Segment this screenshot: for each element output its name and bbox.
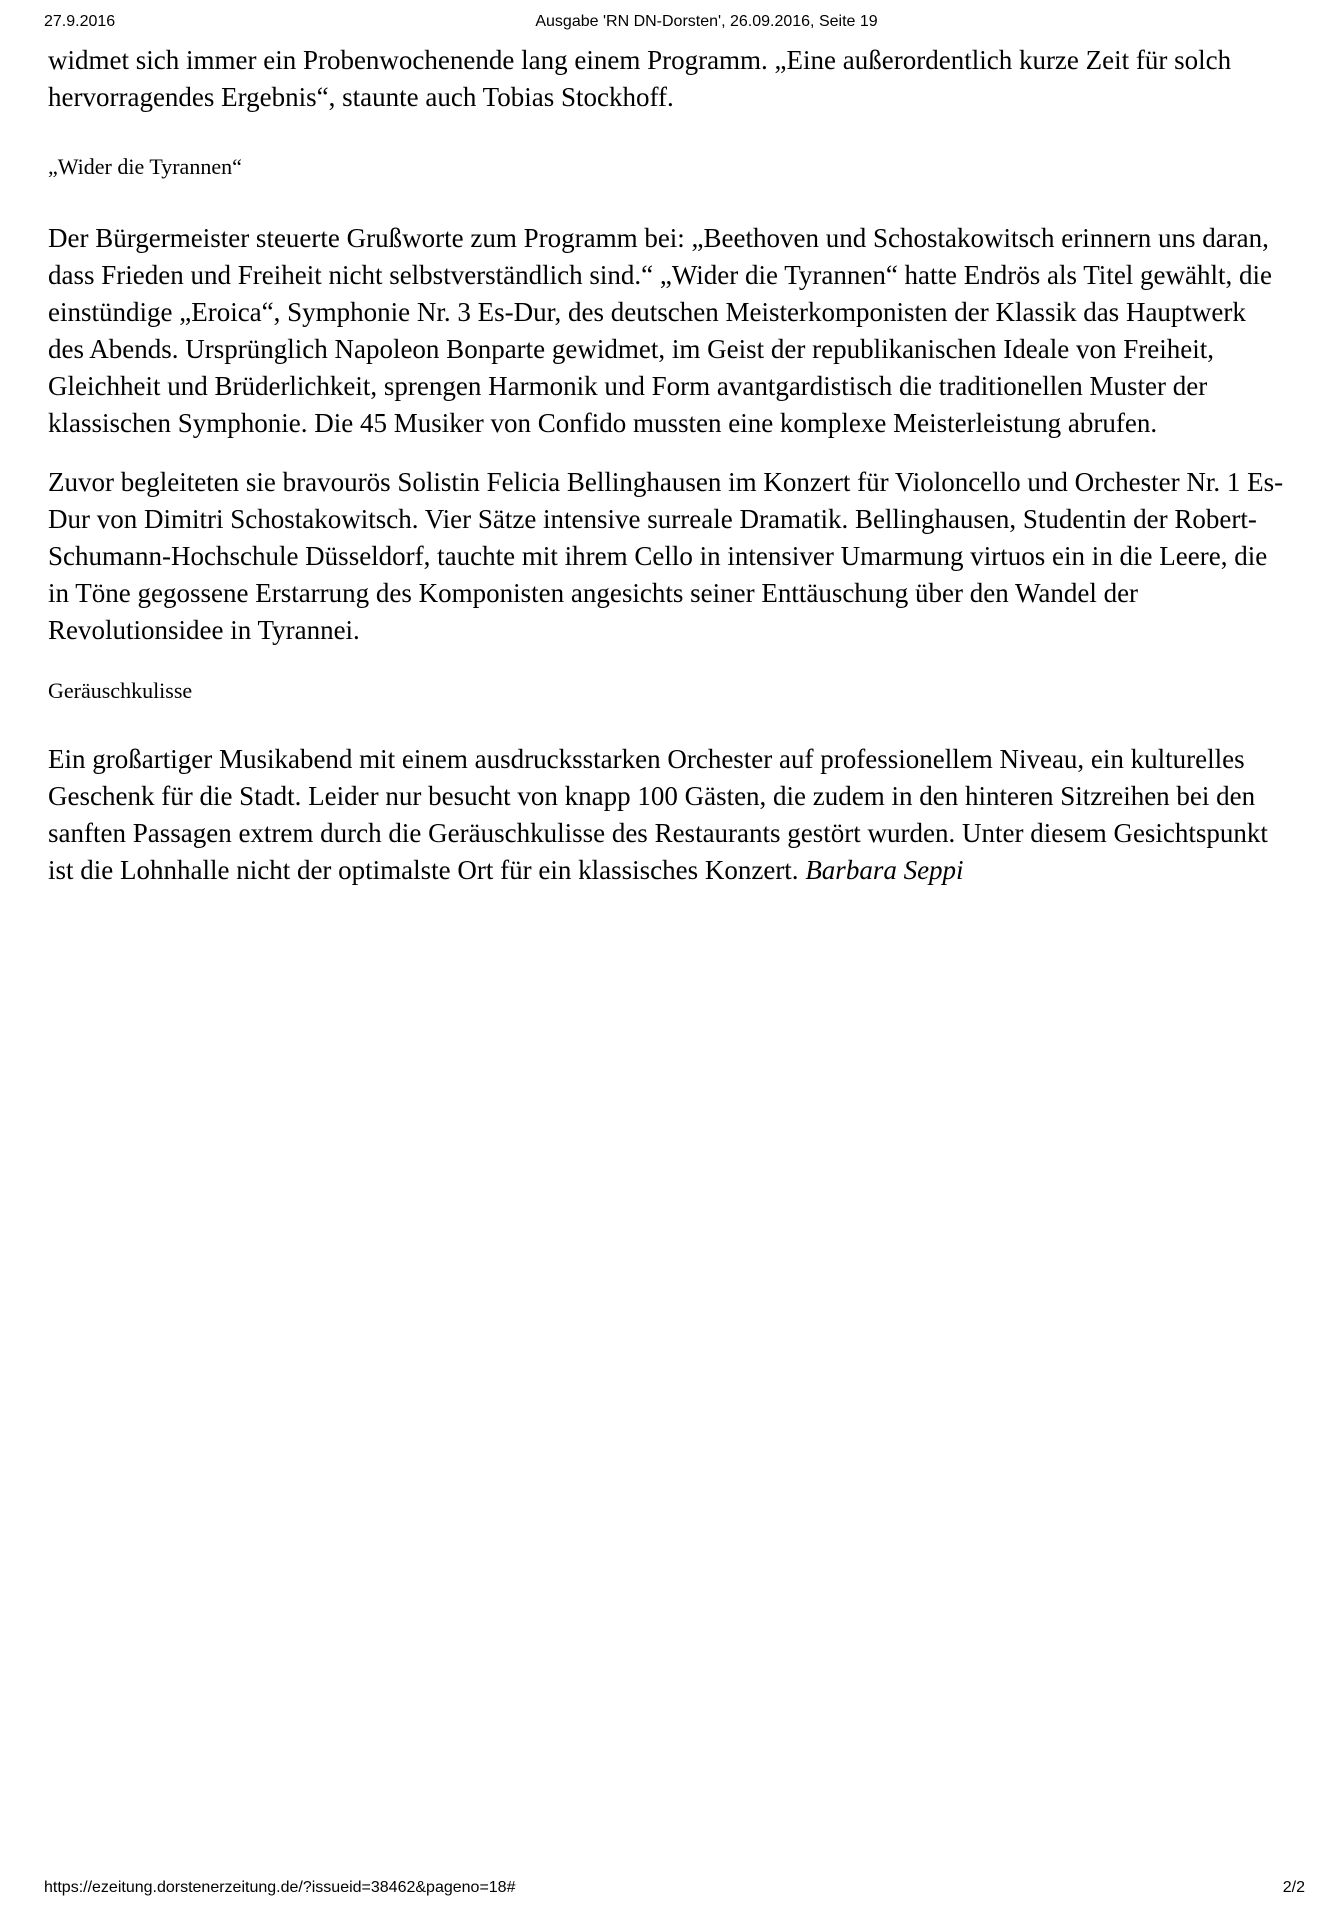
author-byline: Barbara Seppi — [805, 855, 964, 885]
paragraph-solistin: Zuvor begleiteten sie bravourös Solistin Felicia Bellinghausen im Konzert für Violoncello und Orchester Nr. 1 Es-Dur von Dimitri Schostakowitsch. Vier Sätze intensive surreale Dramatik. Bellinghausen, Studentin der Robert-Schumann-Hochschule Düsseldorf, tauchte mit ihrem Cello in intensiver Umarmung virtuos ein in die Leere, die in Töne gegossene Erstarrung des Komponisten angesichts seiner Enttäuschung über den Wandel der Revolutionsidee in Tyrannei. — [48, 467, 1284, 645]
fazit-text: Ein großartiger Musikabend mit einem ausdrucksstarken Orchester auf professionellem Niveau, ein kulturelles Geschenk für die Stadt. Leider nur besucht von knapp 100 Gästen, die zudem in den hinteren Sitzreihen bei den sanften Passagen extrem durch die Geräuschkulisse des Restaurants gestört wurden. Unter diesem Gesichtspunkt ist die Lohnhalle nicht der optimalste Ort für ein klassisches Konzert. — [48, 744, 1268, 885]
paragraph-buergermeister: Der Bürgermeister steuerte Grußworte zum Programm bei: „Beethoven und Schostakowitsch erinnern uns daran, dass Frieden und Freiheit nicht selbstverständlich sind.“ „Wider die Tyrannen“ hatte Endrös als Titel gewählt, die einstündige „Eroica“, Symphonie Nr. 3 Es-Dur, des deutschen Meisterkomponisten der Klassik das Hauptwerk des Abends. Ursprünglich Napoleon Bonparte gewidmet, im Geist der republikanischen Ideale von Freiheit, Gleichheit und Brüderlichkeit, sprengen Harmonik und Form avantgardistisch die traditionellen Muster der klassischen Symphonie. Die 45 Musiker von Confido mussten eine komplexe Meisterleistung abrufen. — [48, 223, 1273, 438]
footer-page-number: 2/2 — [1282, 1879, 1305, 1896]
header-date: 27.9.2016 — [44, 13, 116, 30]
paragraph-fazit — [48, 741, 1285, 889]
header-title: Ausgabe 'RN DN-Dorsten', 26.09.2016, Seite 19 — [535, 13, 878, 30]
print-footer — [44, 1878, 1305, 1900]
print-header — [44, 12, 1305, 34]
article-body — [48, 42, 1285, 889]
paragraph-intro: widmet sich immer ein Probenwochenende lang einem Programm. „Eine außerordentlich kurze Zeit für solch hervorragendes Ergebnis“, staunte auch Tobias Stockhoff. — [48, 45, 1232, 112]
subheading-geraeuschkulisse: Geräuschkulisse — [48, 678, 193, 703]
subheading-wider-die-tyrannen: „Wider die Tyrannen“ — [48, 154, 242, 179]
footer-url: https://ezeitung.dorstenerzeitung.de/?issueid=38462&pageno=18# — [44, 1879, 516, 1896]
